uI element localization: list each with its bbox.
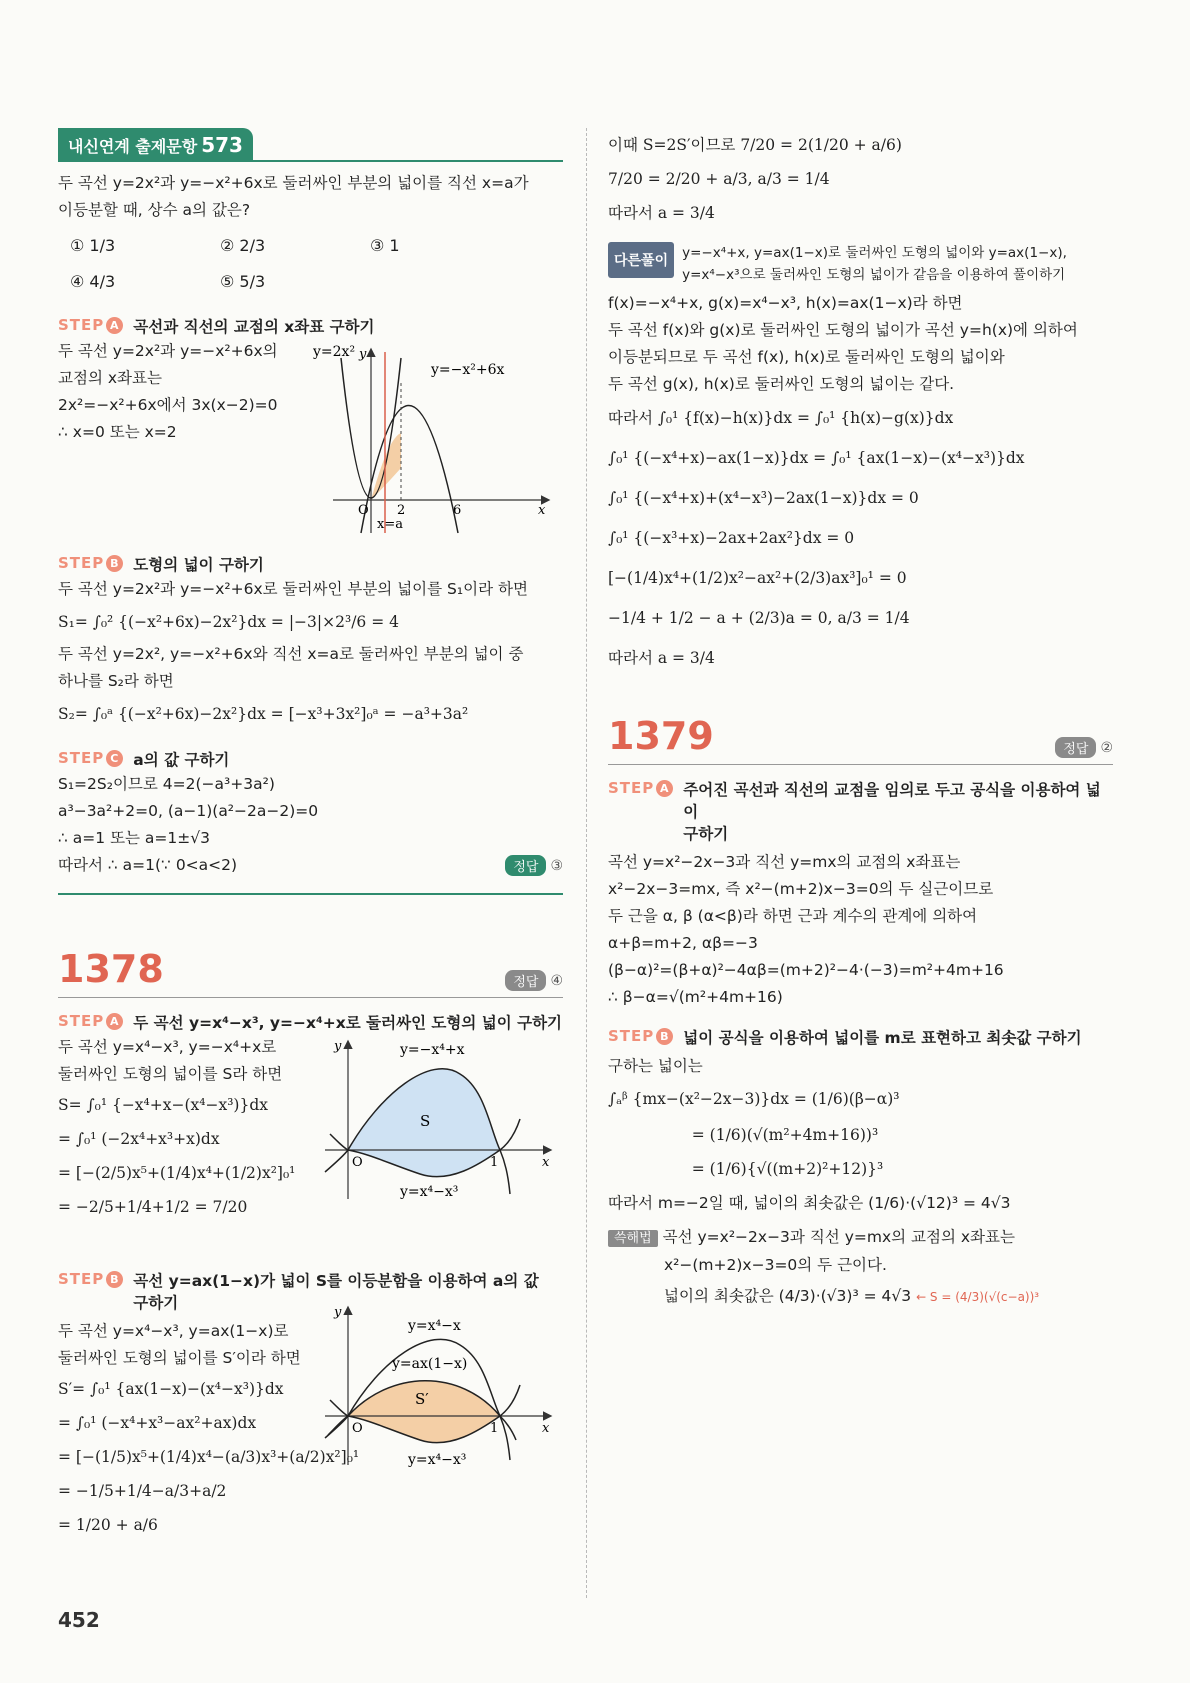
axis-x-label: x [538, 503, 546, 518]
solution-line: 두 곡선 g(x), h(x)로 둘러싸인 도형의 넓이는 같다. [608, 375, 955, 393]
alternate-solution [608, 242, 1113, 286]
choice-1[interactable]: ① 1/3 [70, 236, 116, 255]
step-title: 두 곡선 y=x⁴−x³, y=−x⁴+x로 둘러싸인 도형의 넓이 구하기 [133, 1014, 563, 1032]
solution-line: S₁=2S₂이므로 4=2(−a³+3a²) [58, 775, 275, 793]
problem-number: 1379 [608, 714, 714, 758]
solution-line: = ∫₀¹ (−2x⁴+x³+x)dx [58, 1130, 220, 1148]
solution-line: 따라서 a = 3/4 [608, 204, 715, 222]
solution-line: 7/20 = 2/20 + a/3, a/3 = 1/4 [608, 170, 830, 188]
answer-badge: 정답 ④ [505, 970, 563, 991]
axis-x-label: x [542, 1421, 550, 1436]
solution-line: = −2/5+1/4+1/2 = 7/20 [58, 1198, 248, 1216]
axis-x-label: x [542, 1155, 550, 1170]
solution-line: S= ∫₀¹ {−x⁴+x−(x⁴−x³)}dx [58, 1096, 268, 1114]
step-label: STEP B [608, 1027, 673, 1045]
solution-line: = ∫₀¹ (−x⁴+x³−ax²+ax)dx [58, 1414, 257, 1432]
solution-line: x²−2x−3=mx, 즉 x²−(m+2)x−3=0의 두 실근이므로 [608, 880, 994, 898]
choice-list [70, 228, 563, 300]
page-number: 452 [58, 1608, 100, 1632]
answer-badge: 정답 ③ [505, 855, 563, 876]
step-label: STEP A [58, 1012, 123, 1030]
question-banner [58, 128, 563, 162]
step-label: STEP B [58, 554, 123, 572]
solution-line: 하나를 S₂라 하면 [58, 672, 174, 690]
step-b-header [58, 554, 563, 576]
solution-line: S′= ∫₀¹ {ax(1−x)−(x⁴−x³)}dx [58, 1380, 284, 1398]
solution-line: 따라서 m=−2일 때, 넓이의 최솟값은 (1/6)·(√12)³ = 4√3 [608, 1194, 1011, 1212]
tip-line: 넓이의 최솟값은 (4/3)·(√3)³ = 4√3 [664, 1287, 912, 1305]
solution-line: 두 곡선 y=2x²과 y=−x²+6x의 [58, 342, 278, 360]
choice-2[interactable]: ② 2/3 [220, 236, 266, 255]
solution-line: 이때 S=2S′이므로 7/20 = 2(1/20 + a/6) [608, 136, 902, 154]
solution-line: 이등분되므로 두 곡선 f(x), h(x)로 둘러싸인 도형의 넓이와 [608, 348, 1005, 366]
step-label: STEP A [608, 779, 673, 797]
solution-line: ∫₀¹ {(−x³+x)−2ax+2ax²}dx = 0 [608, 529, 855, 547]
axis-y-label: y [359, 347, 367, 362]
solution-line: [−(1/4)x⁴+(1/2)x²−ax²+(2/3)ax³]₀¹ = 0 [608, 569, 907, 587]
solution-line: 구하는 넓이는 [608, 1057, 703, 1075]
label-mid: y=ax(1−x) [392, 1356, 468, 1372]
choice-4[interactable]: ④ 4/3 [70, 272, 116, 291]
tick-1: 1 [490, 1421, 499, 1436]
quartic-graph-s-prime [320, 1300, 560, 1470]
step-label: STEP B [58, 1270, 123, 1288]
solution-line: 둘러싸인 도형의 넓이를 S′이라 하면 [58, 1349, 301, 1367]
alt-text-line: y=x⁴−x³으로 둘러싸인 도형의 넓이가 같음을 이용하여 풀이하기 [682, 267, 1066, 283]
label-bottom: y=x⁴−x³ [408, 1452, 467, 1468]
step-a-header [58, 316, 563, 338]
solution-line: 두 곡선 f(x)와 g(x)로 둘러싸인 도형의 넓이가 곡선 y=h(x)에 의하여 [608, 321, 1078, 339]
right-column [608, 128, 1113, 1314]
answer-badge: 정답 ② [1055, 737, 1113, 758]
question-number: 573 [201, 133, 243, 157]
alt-text-line: y=−x⁴+x, y=ax(1−x)로 둘러싸인 도형의 넓이와 y=ax(1−x), [682, 245, 1067, 261]
tip-box [608, 1224, 1113, 1314]
solution-line: = (1/6)(√(m²+4m+16))³ [608, 1126, 879, 1144]
solution-line: 두 근을 α, β (α<β)라 하면 근과 계수의 관계에 의하여 [608, 907, 978, 925]
tick-1: 1 [490, 1155, 499, 1170]
solution-line: f(x)=−x⁴+x, g(x)=x⁴−x³, h(x)=ax(1−x)라 하면 [608, 294, 963, 312]
tip-line: 곡선 y=x²−2x−3과 직선 y=mx의 교점의 x좌표는 [662, 1228, 1015, 1246]
solution-line: = [−(1/5)x⁵+(1/4)x⁴−(a/3)x³+(a/2)x²]₀¹ [58, 1448, 360, 1466]
curve-neg-x2-6x [361, 406, 458, 534]
step-a-header [58, 1012, 563, 1034]
question-text-1: 두 곡선 y=2x²과 y=−x²+6x로 둘러싸인 부분의 넓이를 직선 x=a가 [58, 174, 529, 192]
problem-header [608, 714, 1113, 765]
solution-line: α+β=m+2, αβ=−3 [608, 934, 758, 952]
solution-line: 따라서 ∴ a=1(∵ 0<a<2) [58, 856, 238, 874]
region-label: S [420, 1112, 431, 1130]
solution-line: 둘러싸인 도형의 넓이를 S라 하면 [58, 1065, 283, 1083]
solution-line: ∫₀¹ {(−x⁴+x)−ax(1−x)}dx = ∫₀¹ {ax(1−x)−(x⁴−x³)}dx [608, 449, 1025, 467]
solution-line: = (1/6){√((m+2)²+12)}³ [608, 1160, 884, 1178]
label-top: y=x⁴−x [408, 1318, 461, 1334]
origin-label: O [358, 503, 369, 518]
step-title: 주어진 곡선과 직선의 교점을 임의로 두고 공식을 이용하여 넓이 구하기 [683, 781, 1101, 843]
solution-line: 따라서 a = 3/4 [608, 649, 715, 667]
solution-line: 두 곡선 y=2x²과 y=−x²+6x로 둘러싸인 부분의 넓이를 S₁이라 하면 [58, 580, 528, 598]
label-y-2x2: y=2x² [313, 344, 356, 360]
choice-5[interactable]: ⑤ 5/3 [220, 272, 266, 291]
solution-line: ∴ x=0 또는 x=2 [58, 423, 177, 441]
tick-2: 2 [397, 503, 406, 518]
step-b-header [608, 1027, 1113, 1049]
step-a-header [608, 779, 1113, 845]
solution-line: = [−(2/5)x⁵+(1/4)x⁴+(1/2)x²]₀¹ [58, 1164, 296, 1182]
problem-header [58, 947, 563, 998]
step-title: 도형의 넓이 구하기 [133, 556, 264, 574]
solution-line: (β−α)²=(β+α)²−4αβ=(m+2)²−4·(−3)=m²+4m+16 [608, 961, 1004, 979]
step-label: STEP C [58, 749, 123, 767]
origin-label: O [352, 1155, 363, 1170]
alt-label: 다른풀이 [608, 242, 674, 278]
step-title: 넓이 공식을 이용하여 넓이를 m로 표현하고 최솟값 구하기 [683, 1029, 1082, 1047]
solution-line: ∫ₐᵝ {mx−(x²−2x−3)}dx = (1/6)(β−α)³ [608, 1090, 900, 1108]
solution-line: ∴ β−α=√(m²+4m+16) [608, 988, 783, 1006]
tip-note: ← S = (4/3)(√(c−a))³ [916, 1290, 1040, 1304]
origin-label: O [352, 1421, 363, 1436]
step-title: a의 값 구하기 [133, 751, 230, 769]
step-label: STEP A [58, 316, 123, 334]
left-column [58, 128, 563, 1568]
solution-line: 두 곡선 y=x⁴−x³, y=−x⁴+x로 [58, 1038, 277, 1056]
question-text-2: 이등분할 때, 상수 a의 값은? [58, 201, 251, 219]
parabola-graph [313, 338, 563, 538]
problem-number: 1378 [58, 947, 164, 991]
column-divider [586, 128, 587, 1598]
choice-3[interactable]: ③ 1 [370, 236, 400, 255]
solution-line: S₂= ∫₀ᵃ {(−x²+6x)−2x²}dx = [−x³+3x²]₀ᵃ = −a³+3a² [58, 705, 469, 723]
tip-line: x²−(m+2)x−3=0의 두 근이다. [664, 1256, 887, 1274]
solution-line: 두 곡선 y=x⁴−x³, y=ax(1−x)로 [58, 1322, 289, 1340]
solution-line: −1/4 + 1/2 − a + (2/3)a = 0, a/3 = 1/4 [608, 609, 910, 627]
solution-line: 2x²=−x²+6x에서 3x(x−2)=0 [58, 396, 278, 414]
step-title: 곡선 y=ax(1−x)가 넓이 S를 이등분함을 이용하여 a의 값 구하기 [133, 1272, 539, 1312]
solution-line: 곡선 y=x²−2x−3과 직선 y=mx의 교점의 x좌표는 [608, 853, 961, 871]
tip-label: 쓱해법 [608, 1230, 658, 1247]
step-c-header [58, 749, 563, 771]
label-top: y=−x⁴+x [400, 1042, 465, 1058]
label-bottom: y=x⁴−x³ [400, 1184, 459, 1200]
axis-y-label: y [334, 1305, 342, 1320]
quartic-graph-s [320, 1034, 560, 1204]
solution-line: a³−3a²+2=0, (a−1)(a²−2a−2)=0 [58, 802, 319, 820]
solution-line: 두 곡선 y=2x², y=−x²+6x와 직선 x=a로 둘러싸인 부분의 넓이 중 [58, 645, 524, 663]
solution-line: ∴ a=1 또는 a=1±√3 [58, 829, 211, 847]
label-y-parabola: y=−x²+6x [431, 362, 505, 378]
tick-6: 6 [453, 503, 462, 518]
solution-line: = −1/5+1/4−a/3+a/2 [58, 1482, 227, 1500]
region-label: S′ [415, 1390, 429, 1408]
solution-line: 교점의 x좌표는 [58, 369, 162, 387]
solution-line: S₁= ∫₀² {(−x²+6x)−2x²}dx = |−3|×2³/6 = 4 [58, 613, 399, 631]
axis-y-label: y [334, 1039, 342, 1054]
solution-line: = 1/20 + a/6 [58, 1516, 158, 1534]
solution-line: ∫₀¹ {(−x⁴+x)+(x⁴−x³)−2ax(1−x)}dx = 0 [608, 489, 919, 507]
question-tag [58, 128, 253, 162]
label-x-a: x=a [377, 517, 403, 532]
step-title: 곡선과 직선의 교점의 x좌표 구하기 [133, 318, 375, 336]
solution-line: 따라서 ∫₀¹ {f(x)−h(x)}dx = ∫₀¹ {h(x)−g(x)}dx [608, 409, 954, 427]
question-tag-label: 내신연계 출제문항 [68, 137, 198, 156]
